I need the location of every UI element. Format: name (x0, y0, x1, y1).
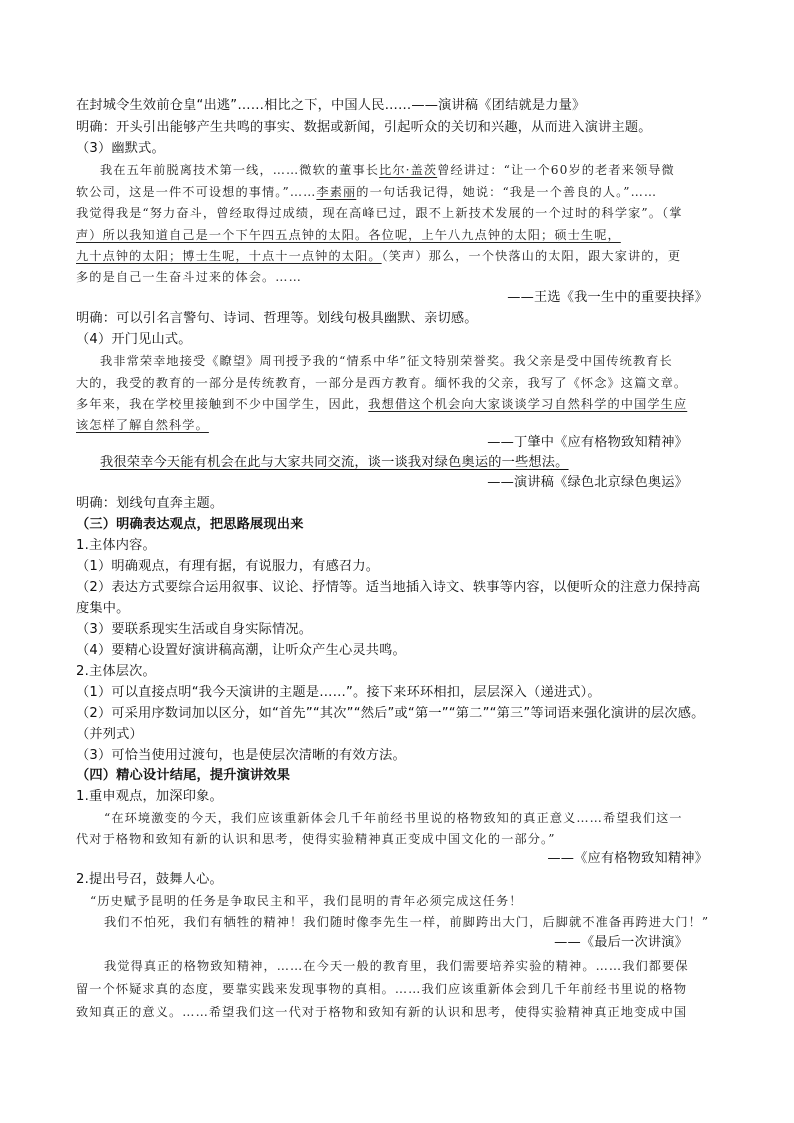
source-attribution: ——王选《我一生中的重要抉择》 (507, 290, 708, 305)
ending-example-line: 致知真正的意义。……希望我们这一代对于格物和致知有新的认识和思考，使得实验精神真正地变成中国 (76, 1005, 688, 1019)
list-item: （4）要精心设置好演讲稿高潮，让听众产生心灵共鸣。 (76, 643, 406, 658)
underlined-sentence: 我很荣幸今天能有机会在此与大家共同交流，谈一谈我对绿色奥运的一些想法。 (100, 455, 569, 470)
direct-example-line (100, 453, 720, 473)
subsection-heading: 2.主体层次。 (76, 664, 156, 679)
humor-example-line: 我觉得我是“努力奋斗，曾经取得过成绩，现在高峰已过，跟不上新技术发展的一个过时的科学家”。（掌 (76, 206, 683, 220)
clarification-text: 明确：开头引出能够产生共鸣的事实、数据或新闻，引起听众的关切和兴趣，从而进入演讲主题。 (76, 120, 652, 135)
text-line (76, 96, 726, 116)
list-item: （2）表达方式要综合运用叙事、议论、抒情等。适当地插入诗文、轶事等内容，以便听众的注意力保持高 (76, 580, 701, 595)
underlined-sentence: 我想借这个机会向大家谈谈学习自然科学的中国学生应 (368, 397, 688, 411)
underlined-name: 比尔·盖茨 (379, 163, 438, 177)
clarification-text: 明确：可以引名言警句、诗词、哲理等。划线句极具幽默、亲切感。 (76, 311, 478, 326)
source-attribution: ——《最后一次讲演》 (554, 935, 688, 950)
subsection-heading: 2.提出号召，鼓舞人心。 (76, 872, 223, 887)
ending-example-line: 我们不怕死，我们有牺牲的精神！我们随时像李先生一样，前脚跨出大门，后脚就不准备再跨进大门！” (104, 915, 710, 929)
list-item: （1）可以直接点明“我今天演讲的主题是……”。接下来环环相扣，层层深入（递进式）。 (76, 685, 601, 700)
humor-example-line: 九十点钟的太阳；博士生呢，十点十一点钟的太阳。（笑声）那么，一个快落山的太阳，跟大家讲的，更 (76, 249, 682, 263)
direct-example-line (76, 415, 726, 435)
subheading-humor: （3）幽默式。 (76, 141, 165, 156)
prev-quote-ending: 在封城令生效前仓皇“出逃”……相比之下，中国人民……——演讲稿《团结就是力量》 (76, 98, 586, 113)
clarification-text: 明确：划线句直奔主题。 (76, 496, 224, 511)
ending-example-line: 代对于格物和致知有新的认识和思考，使得实验精神真正变成中国文化的一部分。” (76, 832, 556, 846)
direct-example-line: 大的，我受的教育的一部分是传统教育，一部分是西方教育。缅怀我的父亲，我写了《怀念》这篇文章。 (76, 376, 688, 390)
source-attribution: ——《应有格物致知精神》 (547, 851, 708, 866)
list-item-continuation: （并列式） (76, 727, 143, 742)
ending-example-line: “历史赋予昆明的任务是争取民主和平，我们昆明的青年必须完成这任务！ (90, 894, 523, 908)
ending-example-line: 留一个怀疑求真的态度，要靠实践来发现事物的真相。……我们应该重新体会到几千年前经书里说的格物 (76, 982, 688, 996)
direct-example-line: 多年来，我在学校里接触到不少中国学生，因此，我想借这个机会向大家谈谈学习自然科学的中国学生应 (76, 397, 688, 411)
list-item: （3）要联系现实生活或自身实际情况。 (76, 622, 313, 637)
subsection-heading: 1.主体内容。 (76, 538, 156, 553)
subheading-direct: （4）开门见山式。 (76, 332, 192, 347)
humor-example-line: 我在五年前脱离技术第一线，……微软的董事长比尔·盖茨曾经讲过：“让一个60岁的老者来领导微 (100, 163, 675, 177)
underlined-sentence: 该怎样了解自然科学。 (76, 418, 209, 432)
ending-example-line: 我觉得真正的格物致知精神，……在今天一般的教育里，我们需要培养实验的精神。……我们都要保 (104, 959, 689, 973)
subsection-heading: 1.重申观点，加深印象。 (76, 789, 223, 804)
ending-example-line: “在环境激变的今天，我们应该重新体会几千年前经书里说的格物致知的真正意义……希望我们这一 (104, 811, 683, 825)
underlined-sentence: 声）所以我知道自己是一个下午四五点钟的太阳。各位呢，上午八九点钟的太阳；硕士生呢， (76, 228, 621, 242)
source-attribution: ——演讲稿《绿色北京绿色奥运》 (487, 475, 688, 490)
list-item: （2）可采用序数词加以区分，如“首先”“其次”“然后”或“第一”“第二”“第三”等词语来强化演讲的层次感。 (76, 706, 705, 721)
humor-example-line: 多的是自己一生奋斗过来的体会。…… (76, 270, 302, 284)
direct-example-line: 我非常荣幸地接受《瞭望》周刊授予我的“情系中华”征文特别荣誉奖。我父亲是受中国传统教育长 (100, 354, 673, 368)
underlined-sentence: 九十点钟的太阳；博士生呢，十点十一点钟的太阳。 (76, 249, 382, 263)
section-heading-4: （四）精心设计结尾，提升演讲效果 (76, 768, 291, 783)
list-item: （3）可恰当使用过渡句，也是使层次清晰的有效方法。 (76, 748, 406, 763)
humor-example-line: 软公司，这是一件不可设想的事情。”……李素丽的一句话我记得，她说：“我是一个善良的人。”…… (76, 185, 658, 199)
section-heading-3: （三）明确表达观点，把思路展现出来 (76, 517, 304, 532)
humor-example-line (76, 225, 726, 245)
source-attribution: ——丁肇中《应有格物致知精神》 (487, 435, 688, 450)
underlined-name: 李素丽 (316, 185, 357, 199)
list-item: （1）明确观点，有理有据，有说服力，有感召力。 (76, 559, 380, 574)
list-item-continuation: 度集中。 (76, 601, 130, 616)
